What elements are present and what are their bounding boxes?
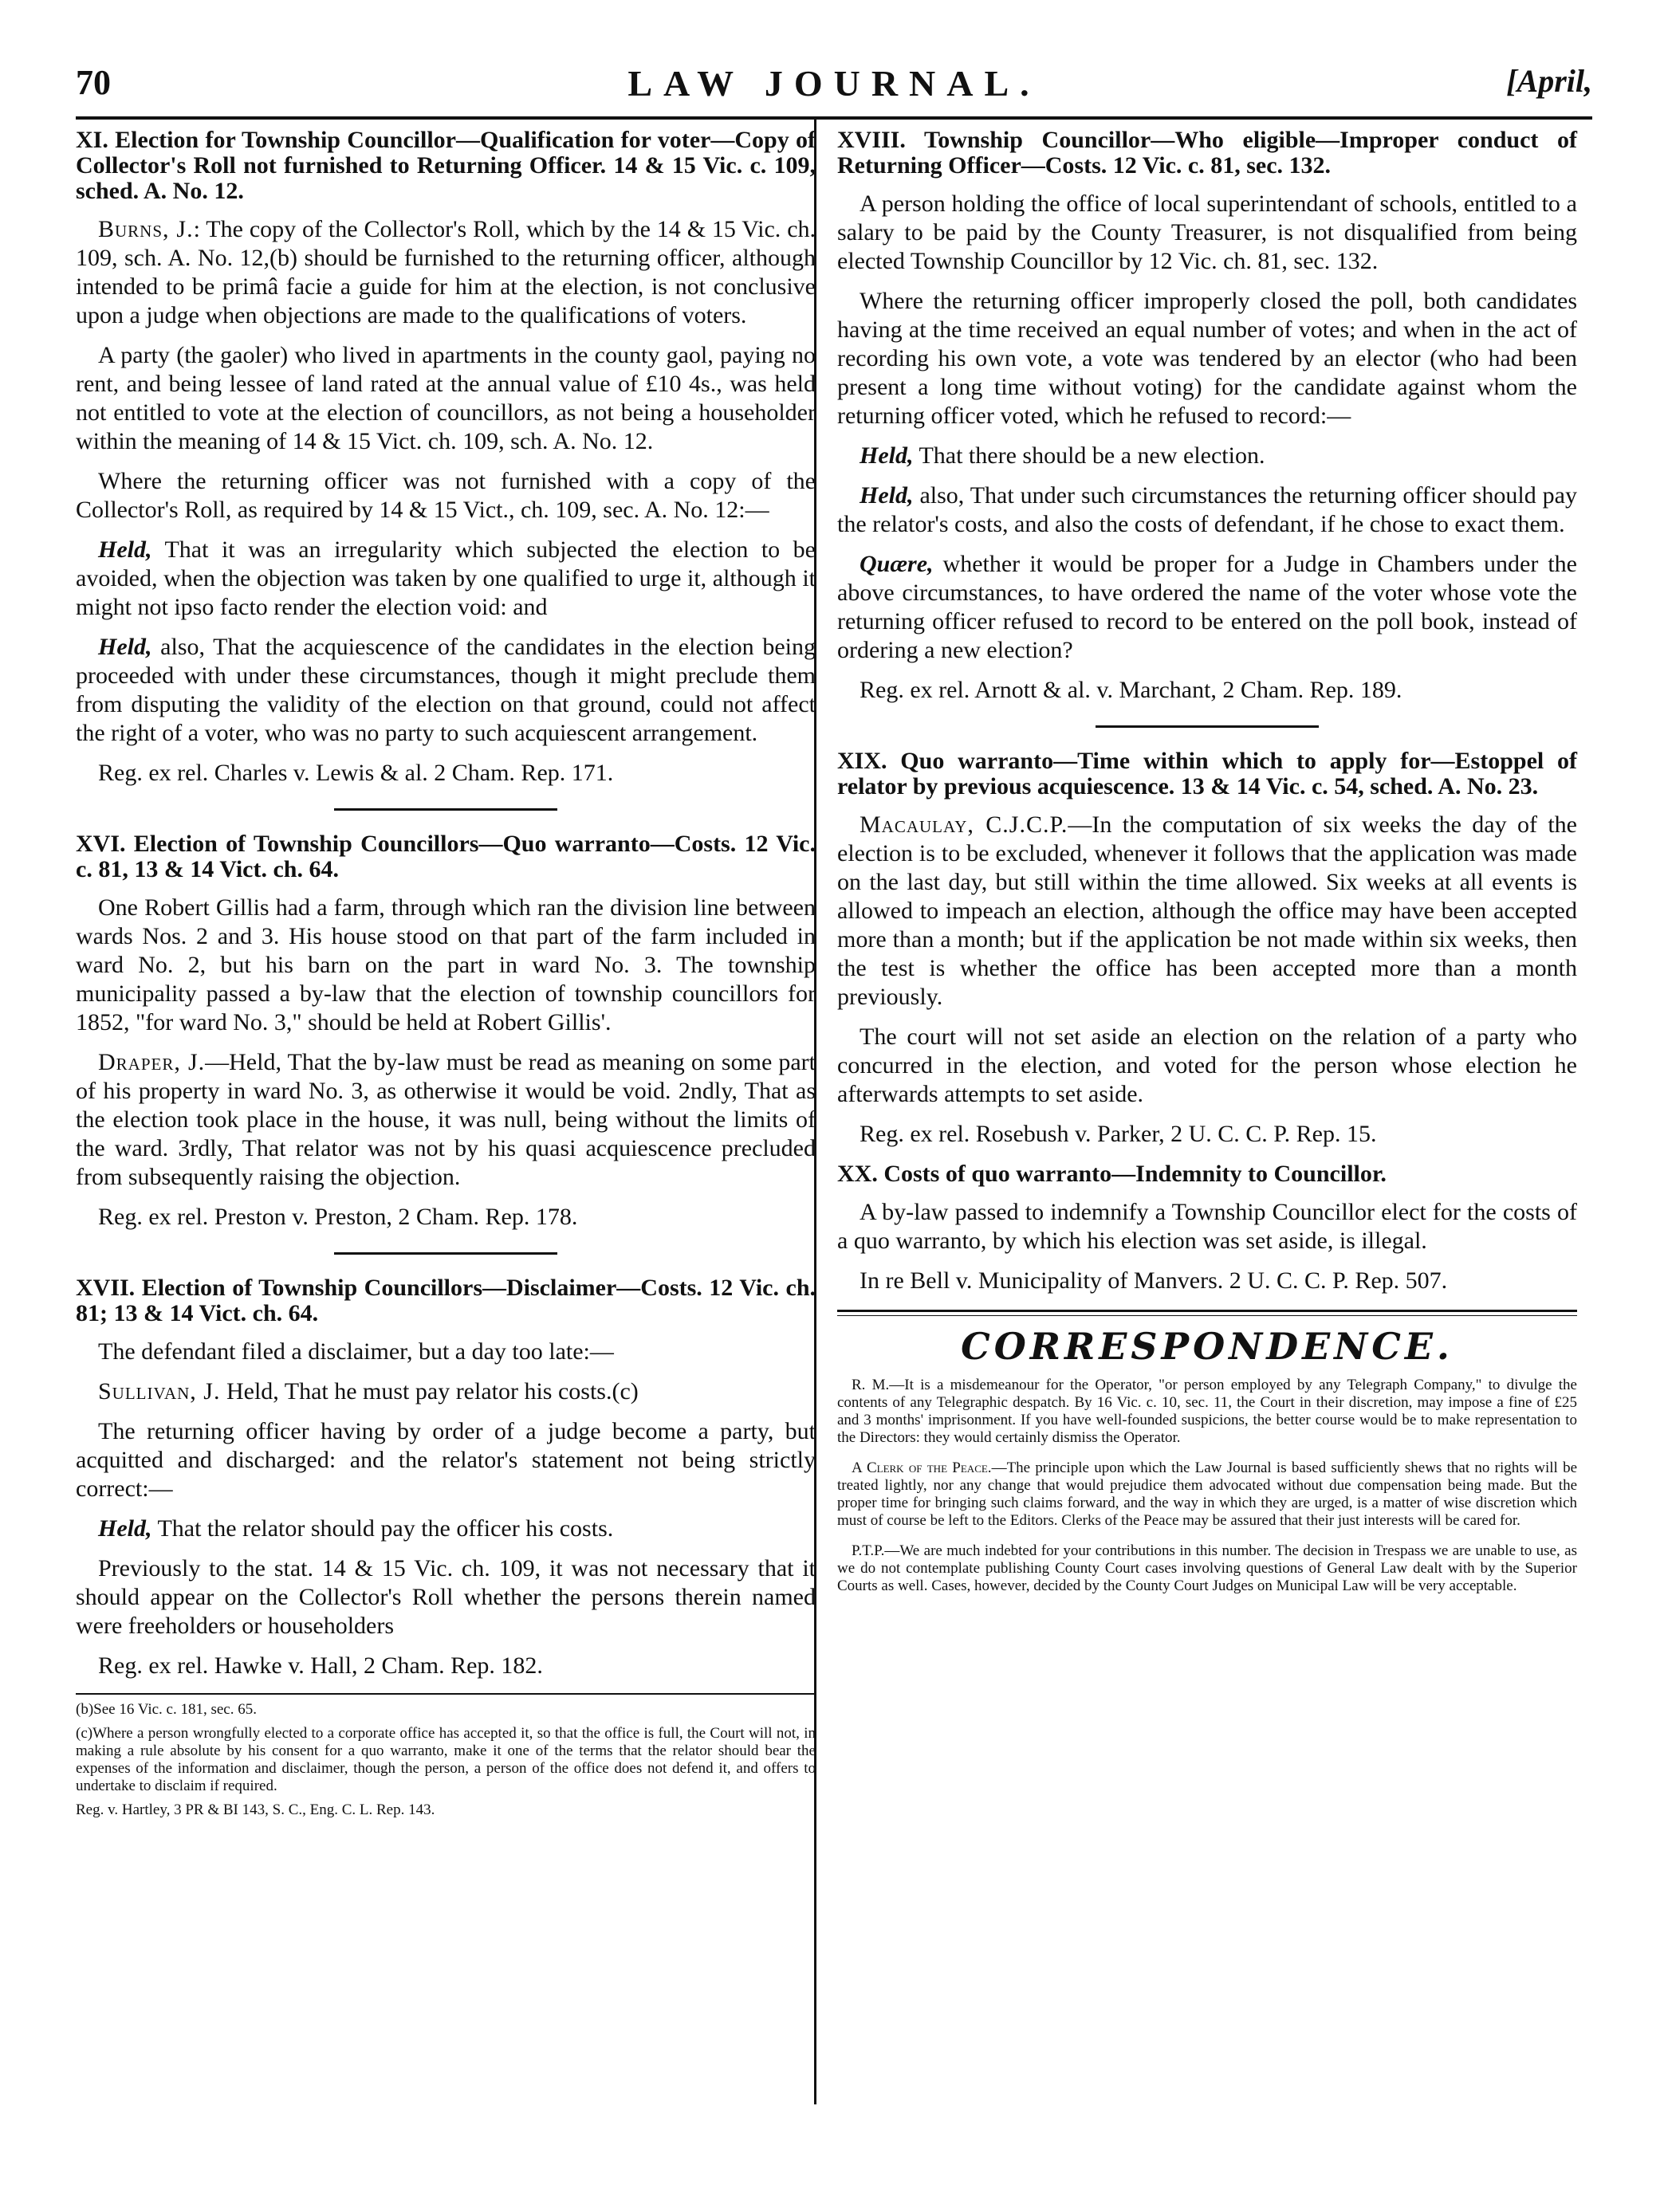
judge-name: Burns, J. (98, 216, 194, 242)
case-xviii (837, 128, 1577, 705)
double-rule (837, 1310, 1577, 1316)
case-paragraph: A by-law passed to indemnify a Township Councillor elect for the costs of a quo warranto, by which his election was set aside, is illegal. (837, 1199, 1577, 1254)
case-citation: Reg. ex rel. Arnott & al. v. Marchant, 2 Cham. Rep. 189. (860, 677, 1402, 703)
section-separator (1096, 725, 1319, 728)
paragraph-text: That it was an irregularity which subjected the election to be avoided, when the objection was taken by one qualified to urge it, although it might not ipso facto render the election void: and (76, 536, 816, 620)
paragraph-text: whether it would be proper for a Judge in Chambers under the above circumstances, to have ordered the name of the voter whose vote the returning officer refused to record to be entered on the poll book, instead of ordering a new election? (837, 551, 1577, 663)
page-number: 70 (76, 63, 111, 102)
case-paragraph (76, 633, 816, 748)
header-rule (76, 116, 1592, 120)
paragraph-text: also, That under such circumstances the returning officer should pay the relator's costs, and also the costs of defendant, if he chose to exact them. (837, 482, 1577, 537)
case-heading: XVI. Election of Township Councillors—Quo warranto—Costs. 12 Vic. c. 81, 13 & 14 Vict. ch. 64. (76, 831, 816, 882)
case-citation: Reg. ex rel. Preston v. Preston, 2 Cham. Rep. 178. (98, 1204, 578, 1230)
note-addressee: A Clerk of the Peace. (852, 1460, 992, 1476)
case-paragraph (76, 1515, 816, 1543)
case-xvi (76, 831, 816, 1232)
paragraph-text: : The copy of the Collector's Roll, which by the 14 & 15 Vic. ch. 109, sch. A. No. 12,(b) should be furnished to the returning officer, although intended to be primâ facie a guide for him at the election, is not conclusive upon a judge when objections are made to the qualifications of voters. (76, 216, 816, 328)
case-xvii (76, 1275, 816, 1680)
held-label: Held, (860, 442, 914, 469)
correspondence-note: R. M.—It is a misdemeanour for the Operator, "or person employed by any Telegraph Company," to divulge the contents of any Telegraphic despatch. By 16 Vic. c. 10, sec. 11, the Court in their discretion, may impose a fine of £25 and 3 months' imprisonment. If you have well-founded suspicions, the better course would be to make representation to the Directors: they would certainly dismiss the Operator. (837, 1377, 1577, 1446)
case-paragraph: The defendant filed a disclaimer, but a day too late:— (98, 1338, 614, 1365)
held-label: Held, (98, 536, 152, 563)
case-xx (837, 1161, 1577, 1295)
case-xix (837, 748, 1577, 1149)
case-paragraph: A person holding the office of local superintendant of schools, entitled to a salary to be paid by the County Treasurer, is not disqualified from being elected Township Councillor by 12 Vic. ch. 81, sec. 132. (837, 191, 1577, 274)
footnote-b: (b)See 16 Vic. c. 181, sec. 65. (76, 1701, 257, 1718)
footnote-rule (76, 1693, 816, 1695)
case-paragraph: Where the returning officer was not furnished with a copy of the Collector's Roll, as required by 14 & 15 Vict., ch. 109, sec. A. No. 12:— (76, 468, 816, 523)
case-paragraph: A party (the gaoler) who lived in apartments in the county gaol, paying no rent, and being lessee of land rated at the annual value of £10 4s., was held not entitled to vote at the election of councillors, as not being a householder within the meaning of 14 & 15 Vict. ch. 109, sch. A. No. 12. (76, 342, 816, 454)
paragraph-text: That there should be a new election. (913, 442, 1265, 469)
case-paragraph: One Robert Gillis had a farm, through which ran the division line between wards Nos. 2 and 3. His house stood on that part of the farm included in ward No. 2, but his barn on the part in ward No. 3. The township municipality passed a by-law that the election of township councillors for 1852, "for ward No. 3," should be held at Robert Gillis'. (76, 894, 816, 1035)
case-paragraph (837, 442, 1577, 470)
case-citation: Reg. ex rel. Charles v. Lewis & al. 2 Cham. Rep. 171. (98, 760, 614, 786)
paragraph-text: also, That the acquiescence of the candidates in the election being proceeded with under these circumstances, though it might preclude them from disputing the validity of the election on that ground, could not affect the right of a voter, who was no party to such acquiescent arrangement. (76, 634, 816, 746)
case-paragraph: The returning officer having by order of a judge become a party, but acquitted and discharged: and the relator's statement not being strictly correct:— (76, 1418, 816, 1502)
correspondence-title: CORRESPONDENCE. (961, 1325, 1454, 1368)
judge-name: Draper, J. (98, 1049, 206, 1075)
header-month: [April, (1506, 63, 1592, 99)
case-citation: In re Bell v. Municipality of Manvers. 2 U. C. C. P. Rep. 507. (860, 1267, 1448, 1294)
case-paragraph (837, 481, 1577, 539)
case-paragraph: Where the returning officer improperly closed the poll, both candidates having at the time received an equal number of votes; and when in the act of recording his own vote, a vote was tendered by an elector (who had been present a long time without voting) for the candidate against whom the returning officer voted, which he refused to record:— (837, 288, 1577, 429)
held-label: Held, (98, 634, 152, 660)
held-label: Held, (98, 1515, 152, 1542)
section-separator (334, 808, 557, 811)
left-column (76, 128, 816, 2120)
case-paragraph (76, 215, 816, 330)
correspondence-note (837, 1460, 1577, 1530)
correspondence-section (837, 1325, 1577, 1595)
note-text: —The principle upon which the Law Journal is based sufficiently shews that no rights will be treated lightly, nor any change that would prejudice them advocated without due compensation being made. But the proper time for bringing such claims forward, and the way in which they are urged, is a matter of wise discretion which must of course be left to the Editors. Clerks of the Peace may be assured that their just interests will be cared for. (837, 1460, 1577, 1529)
section-separator (334, 1252, 557, 1255)
case-citation: Reg. ex rel. Hawke v. Hall, 2 Cham. Rep. 182. (98, 1652, 543, 1679)
case-paragraph (76, 1377, 816, 1406)
case-heading: XVIII. Township Councillor—Who eligible—Improper conduct of Returning Officer—Costs. 12 Vic. c. 81, sec. 132. (837, 127, 1577, 179)
journal-title: LAW JOURNAL. (627, 63, 1041, 104)
case-paragraph: Previously to the stat. 14 & 15 Vic. ch. 109, it was not necessary that it should appear on the Collector's Roll whether the persons therein named were freeholders or householders (76, 1555, 816, 1639)
case-heading: XX. Costs of quo warranto—Indemnity to Councillor. (837, 1161, 1387, 1187)
case-paragraph (837, 811, 1577, 1012)
quaere-label: Quære, (860, 551, 934, 577)
right-column (837, 128, 1577, 2120)
case-paragraph: The court will not set aside an election on the relation of a party who concurred in the election, and voted for the person whose election he afterwards attempts to set aside. (837, 1023, 1577, 1107)
case-paragraph (837, 550, 1577, 665)
case-paragraph (76, 536, 816, 622)
judge-name: Macaulay, C.J.C.P. (860, 811, 1068, 838)
footnote-c: (c)Where a person wrongfully elected to a corporate office has accepted it, so that the office is full, the Court will not, in making a rule absolute by his consent for a quo warranto, make it one of the terms that the relator should bear the expenses of the information and disclaimer, though the person, a person of the office does not defend it, and offers to undertake to disclaim if required. (76, 1725, 816, 1794)
case-heading: XIX. Quo warranto—Time within which to apply for—Estoppel of relator by previous acquiescence. 13 & 14 Vic. c. 54, sched. A. No. 23. (837, 748, 1577, 800)
held-label: Held, (860, 482, 914, 509)
case-heading: XVII. Election of Township Councillors—Disclaimer—Costs. 12 Vic. ch. 81; 13 & 14 Vict. ch. 64. (76, 1275, 816, 1326)
footnote-reference: Reg. v. Hartley, 3 PR & BI 143, S. C., Eng. C. L. Rep. 143. (76, 1801, 435, 1818)
case-citation: Reg. ex rel. Rosebush v. Parker, 2 U. C. C. P. Rep. 15. (860, 1121, 1377, 1147)
paragraph-text: —Held, That the by-law must be read as meaning on some part of his property in ward No. 3, as otherwise it would be void. 2ndly, That as the election took place in the house, it was null, being without the limits of the ward. 3rdly, That relator was not by his quasi acquiescence precluded from subsequently raising the objection. (76, 1049, 816, 1190)
case-xi (76, 128, 816, 788)
case-paragraph (76, 1048, 816, 1192)
paragraph-text: That the relator should pay the officer his costs. (151, 1515, 614, 1542)
paragraph-text: Held, That he must pay relator his costs.(c) (220, 1378, 639, 1405)
judge-name: Sullivan, J. (98, 1378, 221, 1405)
running-header (76, 62, 1592, 110)
correspondence-note: P.T.P.—We are much indebted for your contributions in this number. The decision in Trespass we are unable to use, as we do not contemplate publishing County Court cases involving questions of General Law dealt with by the Superior Courts as well. Cases, however, decided by the County Court Judges on Municipal Law will be very acceptable. (837, 1542, 1577, 1594)
paragraph-text: —In the computation of six weeks the day of the election is to be excluded, whenever it follows that the application was made on the last day, but still within the time allowed. Six weeks at all events is allowed to impeach an election, although the office may have been accepted more than a month; but if the application be not made within six weeks, then the test is whether the office has been accepted more than a month previously. (837, 811, 1577, 1010)
case-heading: XI. Election for Township Councillor—Qualification for voter—Copy of Collector's Roll not furnished to Returning Officer. 14 & 15 Vic. c. 109, sched. A. No. 12. (76, 127, 816, 204)
